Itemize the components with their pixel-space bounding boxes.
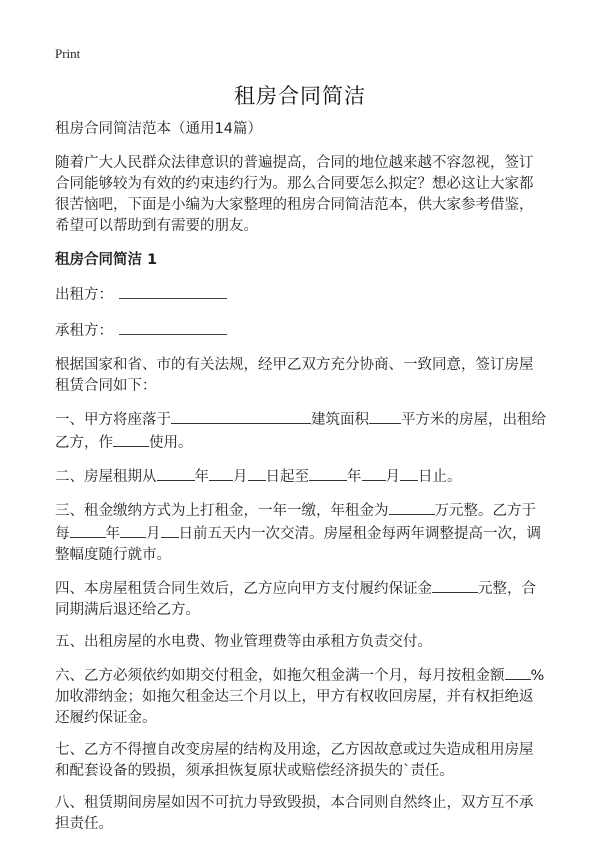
clause-2-text: 年 (347, 469, 362, 485)
document-title: 租房合同简洁 (234, 84, 366, 108)
section-heading: 租房合同简洁 1 (55, 252, 158, 268)
area-blank[interactable] (369, 408, 401, 424)
lessor-row (55, 283, 547, 306)
end-year-blank[interactable] (309, 465, 347, 481)
lessor-blank[interactable] (119, 283, 227, 299)
clause-3-text: 日前五天内一次交清。房屋租金每两年调整提高一次，调整幅度随行就市。 (55, 526, 541, 563)
clause-5: 五、出租房屋的水电费、物业管理费等由承租方负责交付。 (55, 634, 432, 650)
clause-2-text: 日起至 (265, 469, 309, 485)
clause-3 (55, 499, 547, 566)
clause-6-text: 六、乙方必须依约如期交付租金，如拖欠租金满一个月，每月按租金额 (55, 668, 505, 684)
clause-2-text: 二、房屋租期从 (55, 469, 157, 485)
print-label[interactable]: Print (55, 46, 81, 61)
clause-2-text: 年 (194, 469, 209, 485)
start-month-blank[interactable] (209, 465, 233, 481)
usage-blank[interactable] (113, 431, 149, 447)
clause-3-text: 年 (105, 526, 120, 542)
document-subtitle: 租房合同简洁范本（通用14篇） (55, 121, 262, 137)
pay-year-blank[interactable] (70, 522, 106, 538)
lessee-blank[interactable] (119, 319, 227, 335)
clause-3-text: 三、租金缴纳方式为上打租金，一年一缴，年租金为 (55, 503, 389, 519)
intro-paragraph: 随着广大人民群众法律意识的普遍提高，合同的地位越来越不容忽视，签订合同能够较为有效的约束违约行为。那么合同要怎么拟定？想必这让大家都很苦恼吧，下面是小编为大家整理的租房合同简洁范本，供大家参考借鉴，希望可以帮助到有需要的朋友。 (55, 155, 534, 234)
end-day-blank[interactable] (400, 465, 418, 481)
clause-2-text: 月 (233, 469, 248, 485)
late-fee-percent-blank[interactable] (505, 664, 531, 680)
clause-8: 八、租赁期间房屋如因不可抗力导致毁损，本合同则自然终止，双方互不承担责任。 (55, 795, 534, 832)
clause-4 (55, 577, 547, 621)
clause-1-text: 使用。 (149, 435, 193, 451)
end-month-blank[interactable] (362, 465, 386, 481)
clause-4-text: 四、本房屋租赁合同生效后，乙方应向甲方支付履约保证金 (55, 581, 432, 597)
clause-1-text: 平方米的房屋，出租给乙方，作 (55, 412, 546, 451)
clause-7: 七、乙方不得擅自改变房屋的结构及用途，乙方因故意或过失造成租用房屋和配套设备的毁损，须承担恢复原状或赔偿经济损失的`责任。 (55, 742, 534, 779)
pay-month-blank[interactable] (120, 522, 146, 538)
clause-6-text: %加收滞纳金；如拖欠租金达三个月以上，甲方有权收回房屋，并有权拒绝返还履约保证金。 (55, 668, 545, 726)
clause-2-text: 月 (385, 469, 400, 485)
start-year-blank[interactable] (157, 465, 195, 481)
lessee-label: 承租方： (55, 323, 113, 339)
document-body (55, 119, 547, 846)
clause-6 (55, 664, 547, 729)
clause-1 (55, 408, 547, 454)
start-day-blank[interactable] (248, 465, 266, 481)
lessor-label: 出租方： (55, 287, 113, 303)
clause-3-text: 万元整。乙方于每 (55, 503, 536, 542)
clause-3-text: 月 (146, 526, 161, 542)
address-blank[interactable] (171, 408, 311, 424)
clause-2 (55, 465, 547, 488)
pay-day-blank[interactable] (161, 522, 179, 538)
annual-rent-blank[interactable] (389, 499, 435, 515)
lessee-row (55, 319, 547, 342)
clause-1-text: 建筑面积 (311, 412, 369, 428)
deposit-blank[interactable] (432, 577, 478, 593)
preamble-paragraph: 根据国家和省、市的有关法规，经甲乙双方充分协商、一致同意，签订房屋租赁合同如下： (55, 357, 534, 394)
clause-4-text: 元整，合同期满后退还给乙方。 (55, 581, 536, 618)
clause-2-text: 日止。 (418, 469, 462, 485)
clause-1-text: 一、甲方将座落于 (55, 412, 171, 428)
